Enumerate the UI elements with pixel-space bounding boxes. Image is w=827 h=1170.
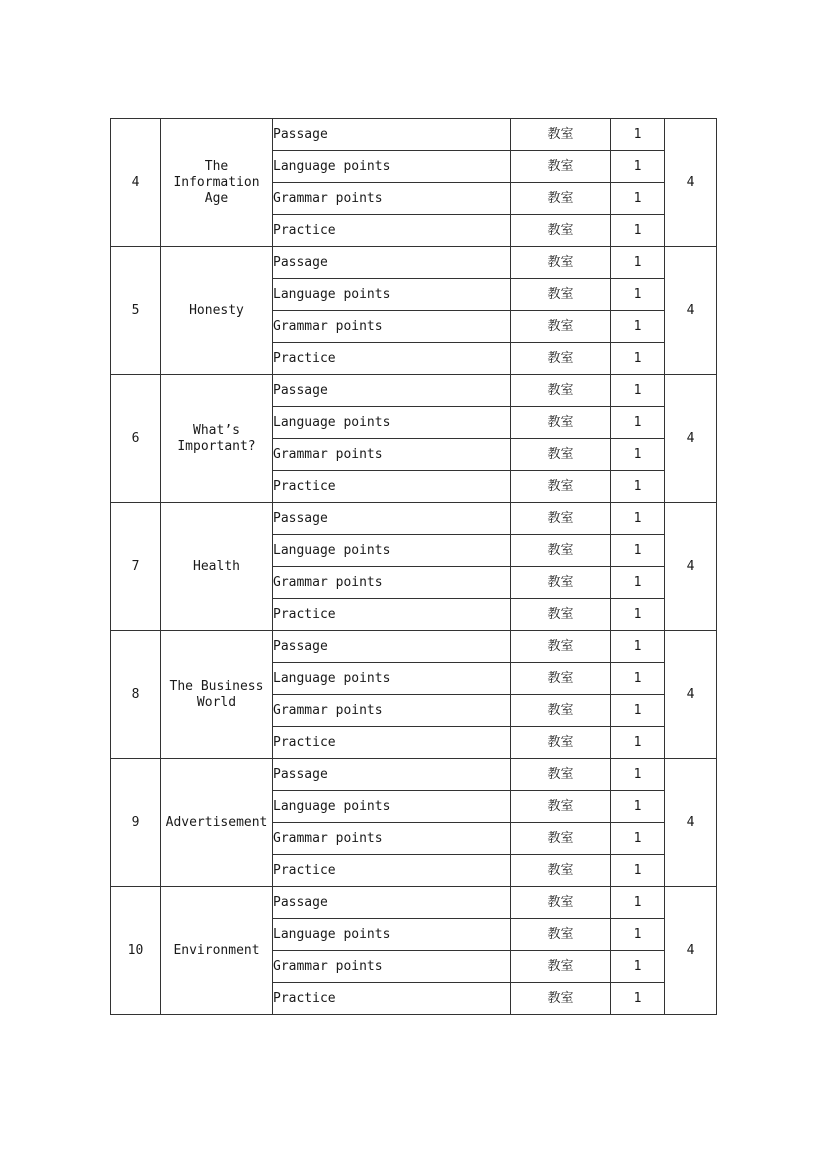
- lesson-room-cell: 教室: [511, 983, 611, 1015]
- lesson-hours-cell: 1: [611, 695, 665, 727]
- lesson-topic-cell: Language points: [273, 919, 511, 951]
- lesson-hours-cell: 1: [611, 727, 665, 759]
- lesson-hours-cell: 1: [611, 951, 665, 983]
- lesson-topic-cell: Practice: [273, 855, 511, 887]
- table-row: [111, 247, 717, 279]
- lesson-topic-cell: Grammar points: [273, 183, 511, 215]
- lesson-room-cell: 教室: [511, 503, 611, 535]
- unit-number-cell: 10: [111, 887, 161, 1015]
- lesson-hours-cell: 1: [611, 599, 665, 631]
- lesson-room-cell: 教室: [511, 439, 611, 471]
- lesson-room-cell: 教室: [511, 567, 611, 599]
- unit-number-cell: 6: [111, 375, 161, 503]
- lesson-topic-cell: Passage: [273, 119, 511, 151]
- unit-title-line: Advertisement: [165, 814, 268, 830]
- unit-title-cell: [161, 759, 273, 887]
- lesson-topic-cell: Grammar points: [273, 695, 511, 727]
- lesson-hours-cell: 1: [611, 407, 665, 439]
- teaching-schedule-table: [110, 118, 717, 1015]
- lesson-topic-cell: Grammar points: [273, 823, 511, 855]
- unit-title-line: Important?: [177, 438, 256, 454]
- lesson-hours-cell: 1: [611, 663, 665, 695]
- document-page: [110, 118, 716, 1015]
- unit-number-cell: 8: [111, 631, 161, 759]
- lesson-topic-cell: Practice: [273, 727, 511, 759]
- lesson-hours-cell: 1: [611, 439, 665, 471]
- lesson-room-cell: 教室: [511, 791, 611, 823]
- unit-number-cell: 4: [111, 119, 161, 247]
- lesson-hours-cell: 1: [611, 343, 665, 375]
- lesson-room-cell: 教室: [511, 247, 611, 279]
- unit-title-cell: [161, 375, 273, 503]
- unit-title-cell: [161, 887, 273, 1015]
- lesson-room-cell: 教室: [511, 151, 611, 183]
- table-row: [111, 119, 717, 151]
- table-row: [111, 503, 717, 535]
- lesson-topic-cell: Language points: [273, 407, 511, 439]
- lesson-topic-cell: Practice: [273, 215, 511, 247]
- unit-title-line: Honesty: [189, 302, 244, 318]
- lesson-room-cell: 教室: [511, 919, 611, 951]
- lesson-hours-cell: 1: [611, 791, 665, 823]
- lesson-room-cell: 教室: [511, 183, 611, 215]
- schedule-body: [111, 119, 717, 1015]
- lesson-hours-cell: 1: [611, 311, 665, 343]
- lesson-hours-cell: 1: [611, 855, 665, 887]
- lesson-room-cell: 教室: [511, 215, 611, 247]
- lesson-topic-cell: Language points: [273, 791, 511, 823]
- lesson-topic-cell: Language points: [273, 663, 511, 695]
- lesson-hours-cell: 1: [611, 983, 665, 1015]
- lesson-room-cell: 教室: [511, 311, 611, 343]
- table-row: [111, 375, 717, 407]
- lesson-topic-cell: Passage: [273, 759, 511, 791]
- lesson-room-cell: 教室: [511, 471, 611, 503]
- lesson-topic-cell: Practice: [273, 471, 511, 503]
- lesson-room-cell: 教室: [511, 407, 611, 439]
- lesson-room-cell: 教室: [511, 663, 611, 695]
- lesson-hours-cell: 1: [611, 247, 665, 279]
- unit-total-hours-cell: 4: [665, 759, 717, 887]
- unit-total-hours-cell: 4: [665, 503, 717, 631]
- unit-title-cell: [161, 503, 273, 631]
- lesson-hours-cell: 1: [611, 151, 665, 183]
- unit-title-cell: [161, 247, 273, 375]
- lesson-hours-cell: 1: [611, 759, 665, 791]
- unit-total-hours-cell: 4: [665, 247, 717, 375]
- lesson-topic-cell: Practice: [273, 599, 511, 631]
- lesson-room-cell: 教室: [511, 823, 611, 855]
- unit-title-line: Age: [204, 190, 229, 206]
- lesson-room-cell: 教室: [511, 887, 611, 919]
- lesson-hours-cell: 1: [611, 503, 665, 535]
- unit-number-cell: 7: [111, 503, 161, 631]
- lesson-topic-cell: Language points: [273, 535, 511, 567]
- lesson-topic-cell: Language points: [273, 279, 511, 311]
- unit-title-line: World: [196, 694, 237, 710]
- unit-total-hours-cell: 4: [665, 887, 717, 1015]
- lesson-topic-cell: Passage: [273, 247, 511, 279]
- lesson-hours-cell: 1: [611, 215, 665, 247]
- lesson-room-cell: 教室: [511, 695, 611, 727]
- unit-title-line: Environment: [173, 942, 260, 958]
- unit-total-hours-cell: 4: [665, 375, 717, 503]
- lesson-topic-cell: Practice: [273, 983, 511, 1015]
- lesson-hours-cell: 1: [611, 535, 665, 567]
- unit-number-cell: 9: [111, 759, 161, 887]
- table-row: [111, 759, 717, 791]
- unit-title-cell: [161, 119, 273, 247]
- unit-number-cell: 5: [111, 247, 161, 375]
- lesson-topic-cell: Language points: [273, 151, 511, 183]
- lesson-topic-cell: Grammar points: [273, 311, 511, 343]
- lesson-hours-cell: 1: [611, 631, 665, 663]
- lesson-topic-cell: Grammar points: [273, 567, 511, 599]
- lesson-room-cell: 教室: [511, 279, 611, 311]
- unit-title-line: The Business: [169, 678, 264, 694]
- lesson-topic-cell: Grammar points: [273, 951, 511, 983]
- lesson-room-cell: 教室: [511, 855, 611, 887]
- unit-title-line: Health: [193, 558, 240, 574]
- lesson-hours-cell: 1: [611, 567, 665, 599]
- lesson-room-cell: 教室: [511, 375, 611, 407]
- lesson-room-cell: 教室: [511, 631, 611, 663]
- lesson-topic-cell: Practice: [273, 343, 511, 375]
- lesson-room-cell: 教室: [511, 343, 611, 375]
- lesson-hours-cell: 1: [611, 279, 665, 311]
- unit-title-cell: [161, 631, 273, 759]
- lesson-hours-cell: 1: [611, 119, 665, 151]
- unit-total-hours-cell: 4: [665, 631, 717, 759]
- lesson-hours-cell: 1: [611, 919, 665, 951]
- table-row: [111, 631, 717, 663]
- lesson-hours-cell: 1: [611, 887, 665, 919]
- lesson-hours-cell: 1: [611, 823, 665, 855]
- lesson-room-cell: 教室: [511, 727, 611, 759]
- unit-title-line: What’s: [193, 422, 240, 438]
- unit-title-line: The: [204, 158, 229, 174]
- lesson-room-cell: 教室: [511, 119, 611, 151]
- lesson-hours-cell: 1: [611, 471, 665, 503]
- lesson-hours-cell: 1: [611, 183, 665, 215]
- table-row: [111, 887, 717, 919]
- lesson-topic-cell: Passage: [273, 887, 511, 919]
- lesson-topic-cell: Passage: [273, 375, 511, 407]
- lesson-room-cell: 教室: [511, 951, 611, 983]
- lesson-topic-cell: Passage: [273, 631, 511, 663]
- lesson-topic-cell: Grammar points: [273, 439, 511, 471]
- lesson-room-cell: 教室: [511, 599, 611, 631]
- lesson-room-cell: 教室: [511, 759, 611, 791]
- unit-total-hours-cell: 4: [665, 119, 717, 247]
- lesson-topic-cell: Passage: [273, 503, 511, 535]
- unit-title-line: Information: [173, 174, 260, 190]
- lesson-room-cell: 教室: [511, 535, 611, 567]
- lesson-hours-cell: 1: [611, 375, 665, 407]
